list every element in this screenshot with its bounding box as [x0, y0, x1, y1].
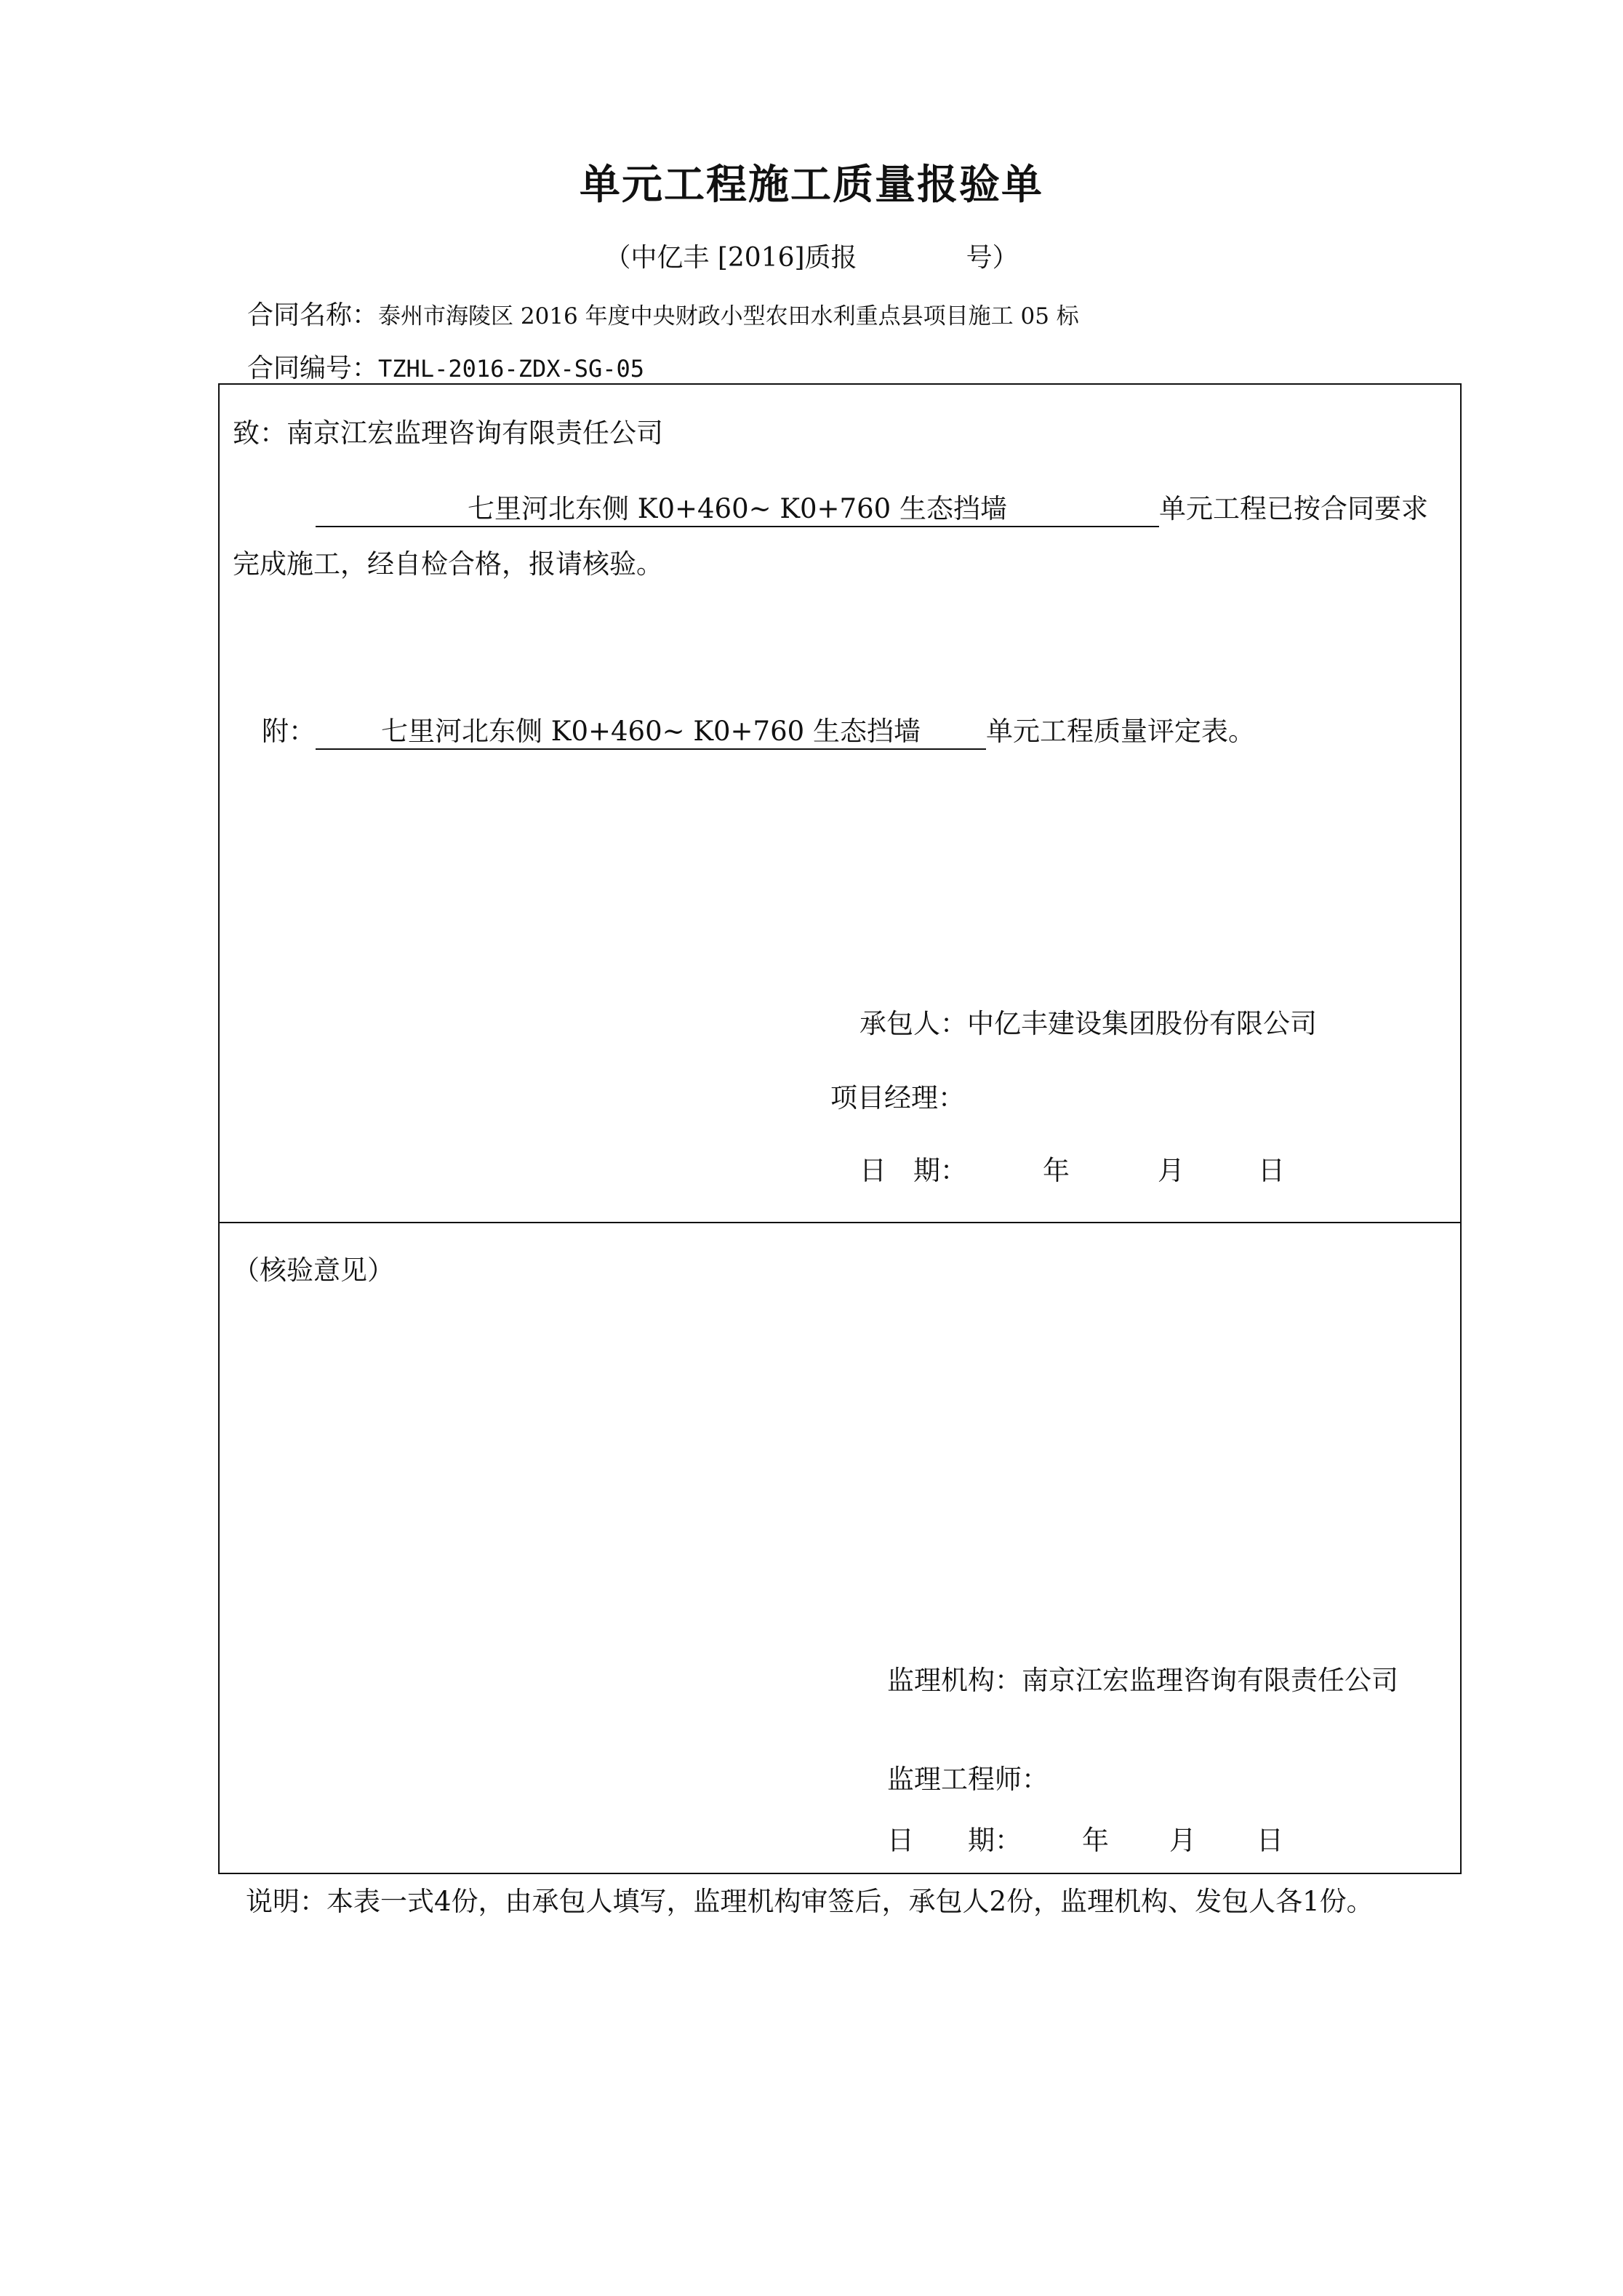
contractor-date-row: [859, 1148, 967, 1188]
unit-project-name-field[interactable]: 七里河北东侧 K0+460~ K0+760 生态挡墙: [316, 492, 1159, 527]
page-title: 单元工程施工质量报验单: [580, 161, 1043, 209]
date-day: 日: [1258, 1155, 1285, 1186]
attachment-line: [262, 709, 1255, 750]
contract-name-row: [247, 295, 1079, 332]
supervisor-date-year: 年: [1082, 1825, 1109, 1856]
supervisor-date-label: 日 期：: [887, 1825, 1022, 1856]
addressee: 致：南京江宏监理咨询有限责任公司: [233, 417, 663, 449]
supervisor-date-day: 日: [1257, 1825, 1283, 1856]
contract-name-value: 泰州市海陵区 2016 年度中央财政小型农田水利重点县项目施工 05 标: [378, 303, 1079, 329]
contract-name-label: 合同名称：: [247, 300, 379, 330]
contract-code-row: [247, 348, 644, 385]
supervising-engineer-label: 监理工程师：: [887, 1764, 1049, 1795]
supervisor-organization: 监理机构：南京江宏监理咨询有限责任公司: [887, 1665, 1398, 1696]
application-paragraph-line2: 完成施工，经自检合格，报请核验。: [233, 548, 663, 580]
document-number-suffix: 号）: [966, 243, 1019, 273]
verification-section: [218, 1222, 1462, 1874]
date-month: 月: [1158, 1155, 1185, 1186]
application-section: [218, 383, 1462, 1223]
application-paragraph-line1: [316, 487, 1428, 527]
contractor: 承包人：中亿丰建设集团股份有限公司: [859, 1008, 1317, 1039]
paragraph-tail: 单元工程已按合同要求: [1159, 493, 1428, 524]
date-year: 年: [1043, 1155, 1070, 1186]
contract-code-label: 合同编号：: [247, 353, 379, 383]
attachment-name-field[interactable]: 七里河北东侧 K0+460~ K0+760 生态挡墙: [316, 715, 986, 750]
attachment-tail: 单元工程质量评定表。: [986, 716, 1255, 747]
footnote: 说明：本表一式4份，由承包人填写，监理机构审签后，承包人2份，监理机构、发包人各1份。: [246, 1886, 1374, 1917]
contract-code-value: TZHL-2016-ZDX-SG-05: [378, 355, 645, 383]
attachment-label: 附：: [262, 716, 316, 747]
verification-opinion-label: （核验意见）: [233, 1255, 394, 1286]
date-label: 日 期：: [859, 1155, 967, 1186]
document-number-prefix: （中亿丰 [2016]质报: [604, 243, 857, 273]
document-number: [0, 237, 1623, 274]
project-manager-label: 项目经理：: [830, 1082, 965, 1113]
verification-opinion-area[interactable]: [233, 1303, 1440, 1616]
supervisor-date-month: 月: [1169, 1825, 1196, 1856]
